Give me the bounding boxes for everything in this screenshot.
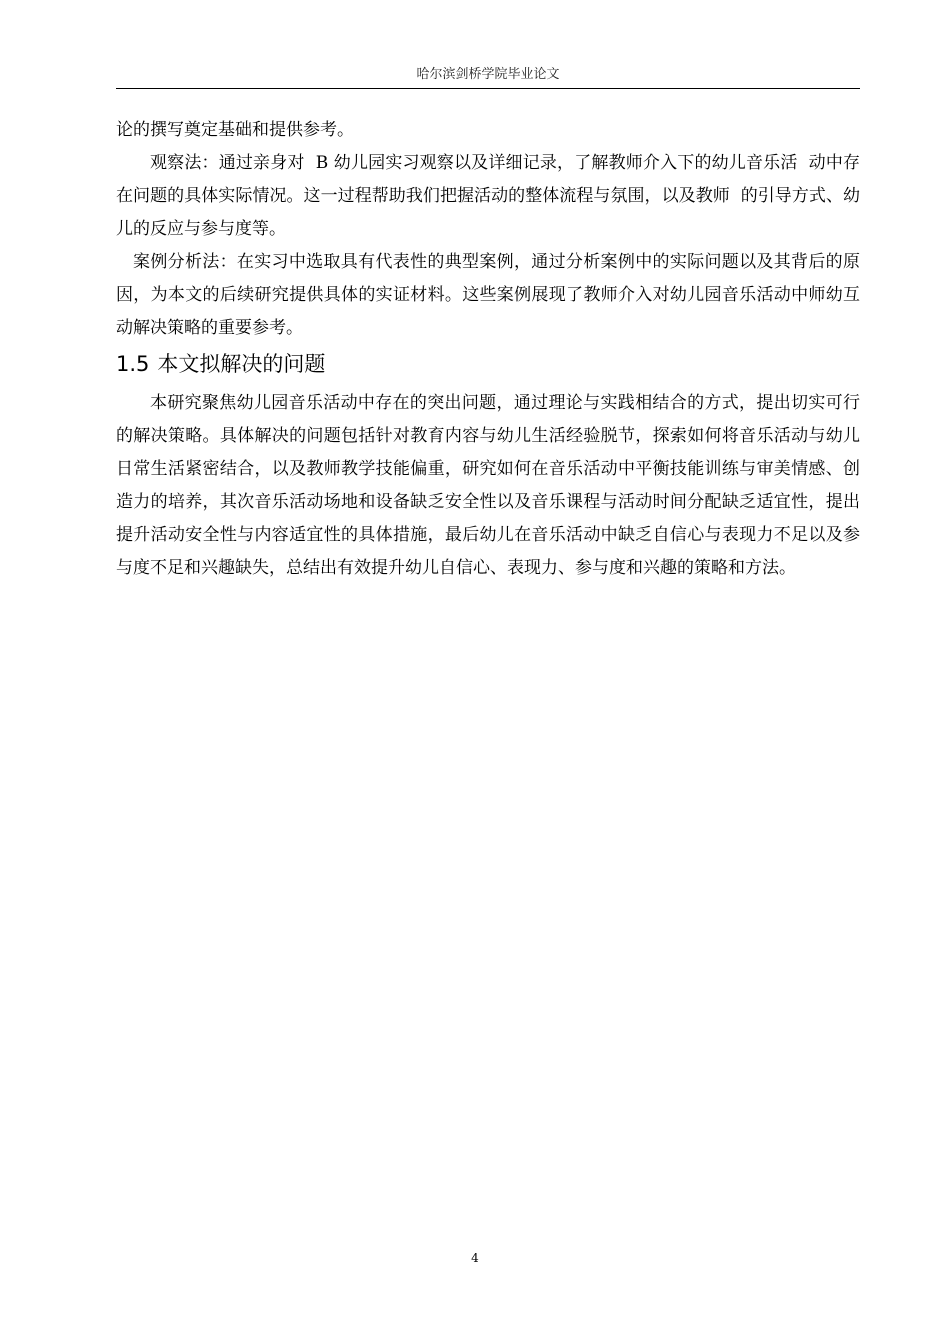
section-title: 本文拟解决的问题 [157, 352, 326, 376]
page-number: 4 [471, 1251, 479, 1265]
page-body [116, 114, 860, 585]
running-header: 哈尔滨剑桥学院毕业论文 [416, 67, 560, 82]
header-rule [116, 88, 860, 89]
section-heading [116, 347, 860, 381]
case-analysis-paragraph: 案例分析法：在实习中选取具有代表性的典型案例，通过分析案例中的实际问题以及其背后的原因，为本文的后续研究提供具体的实证材料。这些案例展现了教师介入对幼儿园音乐活动中师幼互动解决策略的重要参考。 [116, 252, 860, 338]
section-number: 1.5 [116, 352, 150, 376]
observation-method-paragraph: 观察法：通过亲身对 B 幼儿园实习观察以及详细记录，了解教师介入下的幼儿音乐活 动中存在问题的具体实际情况。这一过程帮助我们把握活动的整体流程与氛围，以及教师 的引导方式、幼儿的反应与参与度等。 [116, 153, 860, 239]
problem-paragraph: 本研究聚焦幼儿园音乐活动中存在的突出问题，通过理论与实践相结合的方式，提出切实可行的解决策略。具体解决的问题包括针对教育内容与幼儿生活经验脱节，探索如何将音乐活动与幼儿日常生活紧密结合，以及教师教学技能偏重，研究如何在音乐活动中平衡技能训练与审美情感、创造力的培养，其次音乐活动场地和设备缺乏安全性以及音乐课程与活动时间分配缺乏适宜性，提出提升活动安全性与内容适宜性的具体措施，最后幼儿在音乐活动中缺乏自信心与表现力不足以及参与度不足和兴趣缺失，总结出有效提升幼儿自信心、表现力、参与度和兴趣的策略和方法。 [116, 393, 860, 578]
continuation-paragraph: 论的撰写奠定基础和提供参考。 [116, 120, 354, 140]
